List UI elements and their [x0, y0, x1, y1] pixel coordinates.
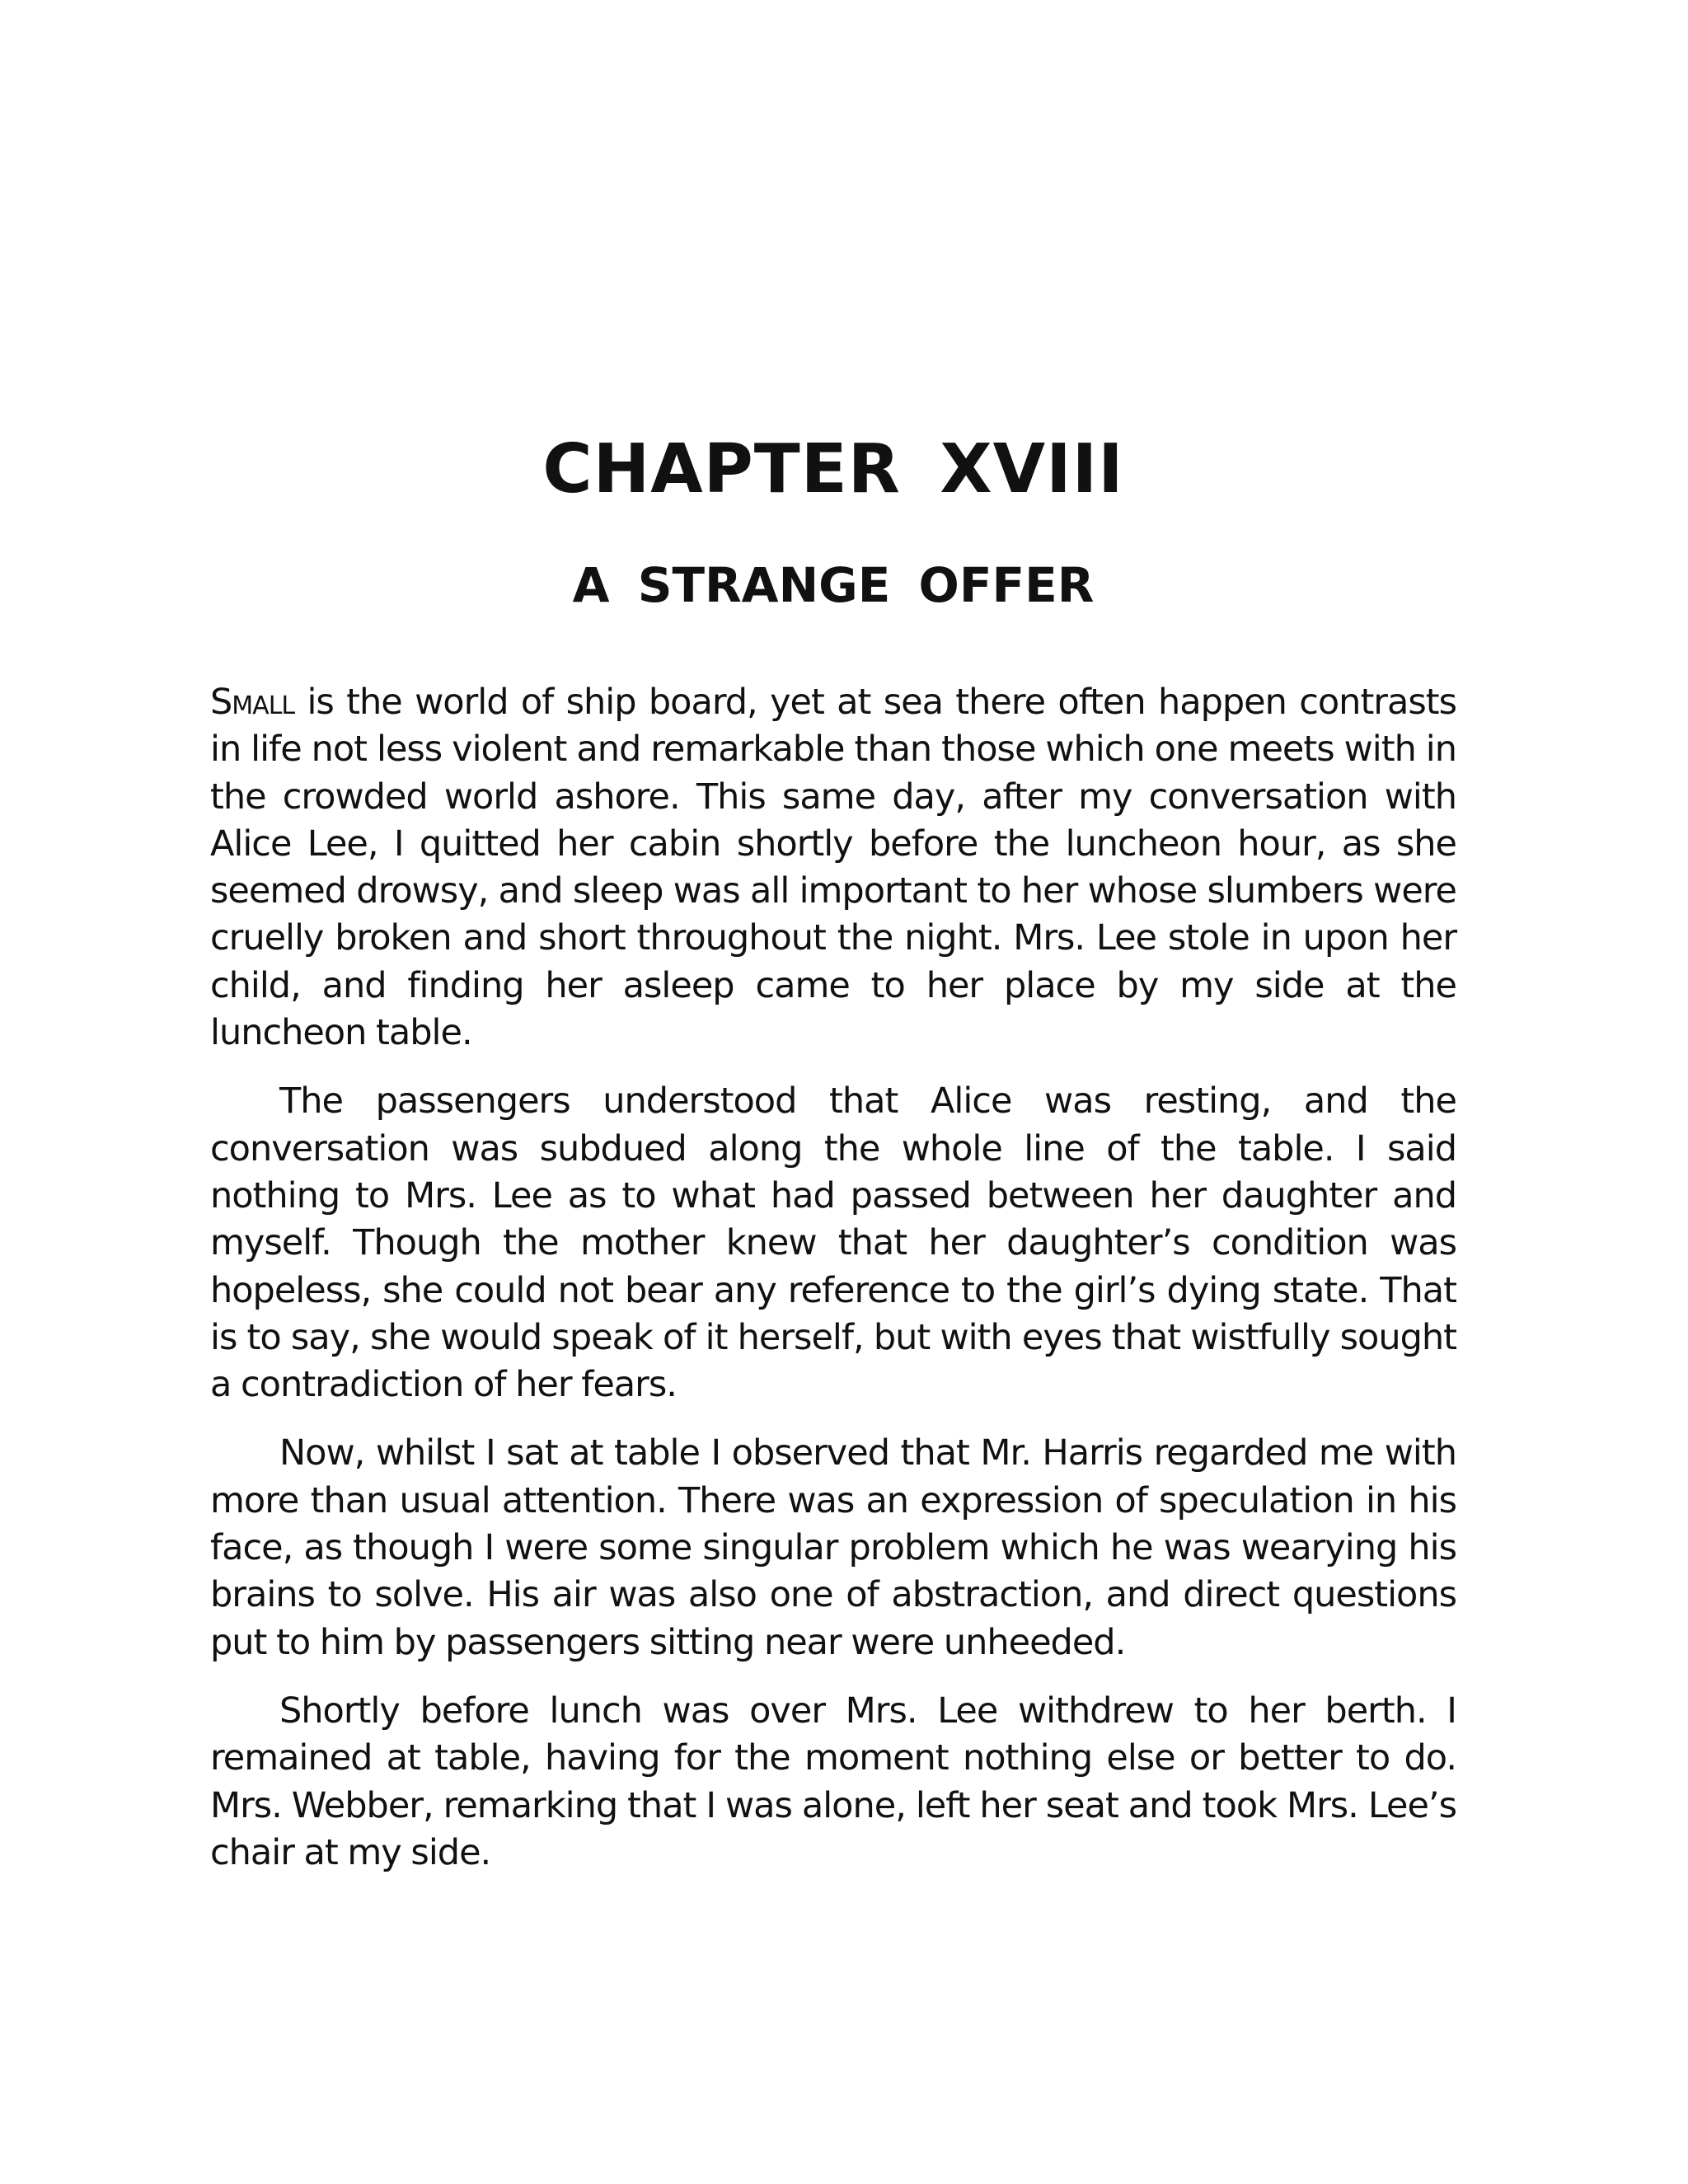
- paragraph-3: Now, whilst I sat at table I observed that Mr. Harris regarded me with more than usual attention. There was an expression of speculation in his face, as though I were some singular problem which he was wearying his brains to solve. His air was also one of abstraction, and direct questions put to him by passengers sitting near were unheeded.: [210, 1432, 1456, 1663]
- paragraph-1-text: is the world of ship board, yet at sea there often happen contrasts in life not less violent and remarkable than those which one meets with in the crowded world ashore. This same day, after my conversation with Alice Lee, I quitted her cabin shortly before the luncheon hour, as she seemed drowsy, and sleep was all important to her whose slumbers were cruelly broken and short throughout the night. Mrs. Lee stole in upon her child, and finding her asleep came to her place by my side at the luncheon table.: [210, 682, 1456, 1054]
- opening-word: Small: [210, 682, 295, 723]
- chapter-body: [210, 679, 1456, 1898]
- chapter-number: CHAPTER XVIII: [542, 430, 1124, 509]
- paragraph-4: Shortly before lunch was over Mrs. Lee withdrew to her berth. I remained at table, having for the moment nothing else or better to do. Mrs. Webber, remarking that I was alone, left her seat and took Mrs. Lee’s chair at my side.: [210, 1690, 1456, 1873]
- book-page: [210, 0, 1456, 2184]
- paragraph-2: The passengers understood that Alice was resting, and the conversation was subdued along the whole line of the table. I said nothing to Mrs. Lee as to what had passed between her daughter and myself. Though the mother knew that her daughter’s condition was hopeless, she could not bear any reference to the girl’s dying state. That is to say, she would speak of it herself, but with eyes that wistfully sought a contradiction of her fears.: [210, 1080, 1456, 1406]
- chapter-title: A STRANGE OFFER: [572, 557, 1095, 613]
- paragraph-1: [210, 679, 1456, 1057]
